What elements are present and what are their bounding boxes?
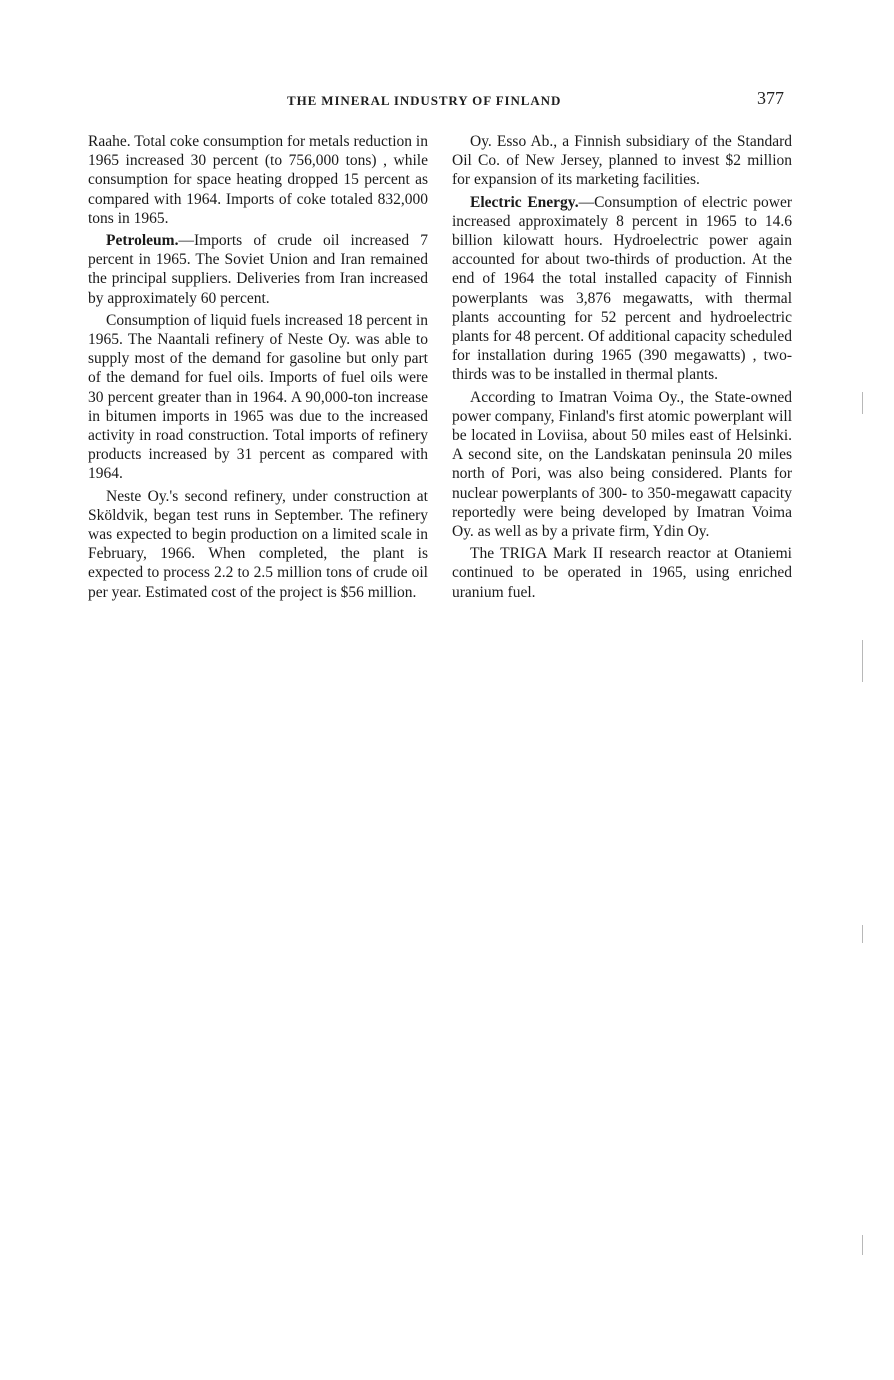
running-title: THE MINERAL INDUSTRY OF FINLAND xyxy=(287,93,562,108)
section-heading-electric-energy: Electric Energy. xyxy=(470,193,579,211)
right-column xyxy=(452,132,792,605)
paragraph-electric-energy-text: —Consumption of electric power increased approximately 8 percent in 1965 to 14.6 billion kilowatt hours. Hydroelectric power again accounted for about two-thirds of production. At the end of 1964 the total installed capacity of Finnish powerplants was 3,876 megawatts, with thermal plants accounting for 52 percent and hydroelectric plants for 48 percent. Of additional capacity scheduled for installation during 1965 (390 megawatts) , two-thirds was to be installed in thermal plants. xyxy=(452,193,792,384)
paragraph-petroleum-text: —Imports of crude oil increased 7 percent in 1965. The Soviet Union and Iran remained the principal suppliers. Deliveries from Iran increased by approximately 60 percent. xyxy=(88,232,428,307)
paragraph-research-reactor: The TRIGA Mark II research reactor at Otaniemi continued to be operated in 1965, using enriched uranium fuel. xyxy=(452,545,792,601)
paragraph-refinery: Neste Oy.'s second refinery, under construction at Sköldvik, began test runs in September. The refinery was expected to begin production on a limited scale in February, 1966. When completed, the plant is expected to process 2.2 to 2.5 million tons of crude oil per year. Estimated cost of the project is $56 million. xyxy=(88,487,428,601)
paragraph-petroleum xyxy=(88,231,428,308)
paragraph-liquid-fuels: Consumption of liquid fuels increased 18 percent in 1965. The Naantali refinery of Neste Oy. was able to supply most of the demand for gasoline but only part of the demand for fuel oils. Imports of fuel oils were 30 percent greater than in 1964. A 90,000-ton increase in bitumen imports in 1965 was due to the increased activity in road construction. Total imports of refinery products increased by 31 percent as compared with 1964. xyxy=(88,311,428,483)
section-heading-petroleum: Petroleum. xyxy=(106,232,179,250)
paragraph-esso: Oy. Esso Ab., a Finnish subsidiary of the Standard Oil Co. of New Jersey, planned to invest $2 million for expansion of its marketing facilities. xyxy=(452,133,792,189)
scan-mark xyxy=(862,640,863,682)
paragraph-electric-energy xyxy=(452,193,792,385)
scan-mark xyxy=(862,1235,863,1255)
paragraph-atomic-powerplant: According to Imatran Voima Oy., the State-owned power company, Finland's first atomic powerplant will be located in Loviisa, about 50 miles east of Helsinki. A second site, on the Landskatan peninsula 20 miles north of Pori, was also being considered. Plants for nuclear powerplants of 300- to 350-megawatt capacity reportedly were being developed by Imatran Voima Oy. as well as by a private firm, Ydin Oy. xyxy=(452,388,792,541)
left-column xyxy=(88,132,428,605)
page-header xyxy=(0,88,894,112)
scan-mark xyxy=(862,392,863,414)
paragraph-coke: Raahe. Total coke consumption for metals reduction in 1965 increased 30 percent (to 756,000 tons) , while consumption for space heating dropped 15 percent as compared with 1964. Imports of coke totaled 832,000 tons in 1965. xyxy=(88,133,428,227)
scan-mark xyxy=(862,925,863,943)
page-number: 377 xyxy=(757,88,784,108)
